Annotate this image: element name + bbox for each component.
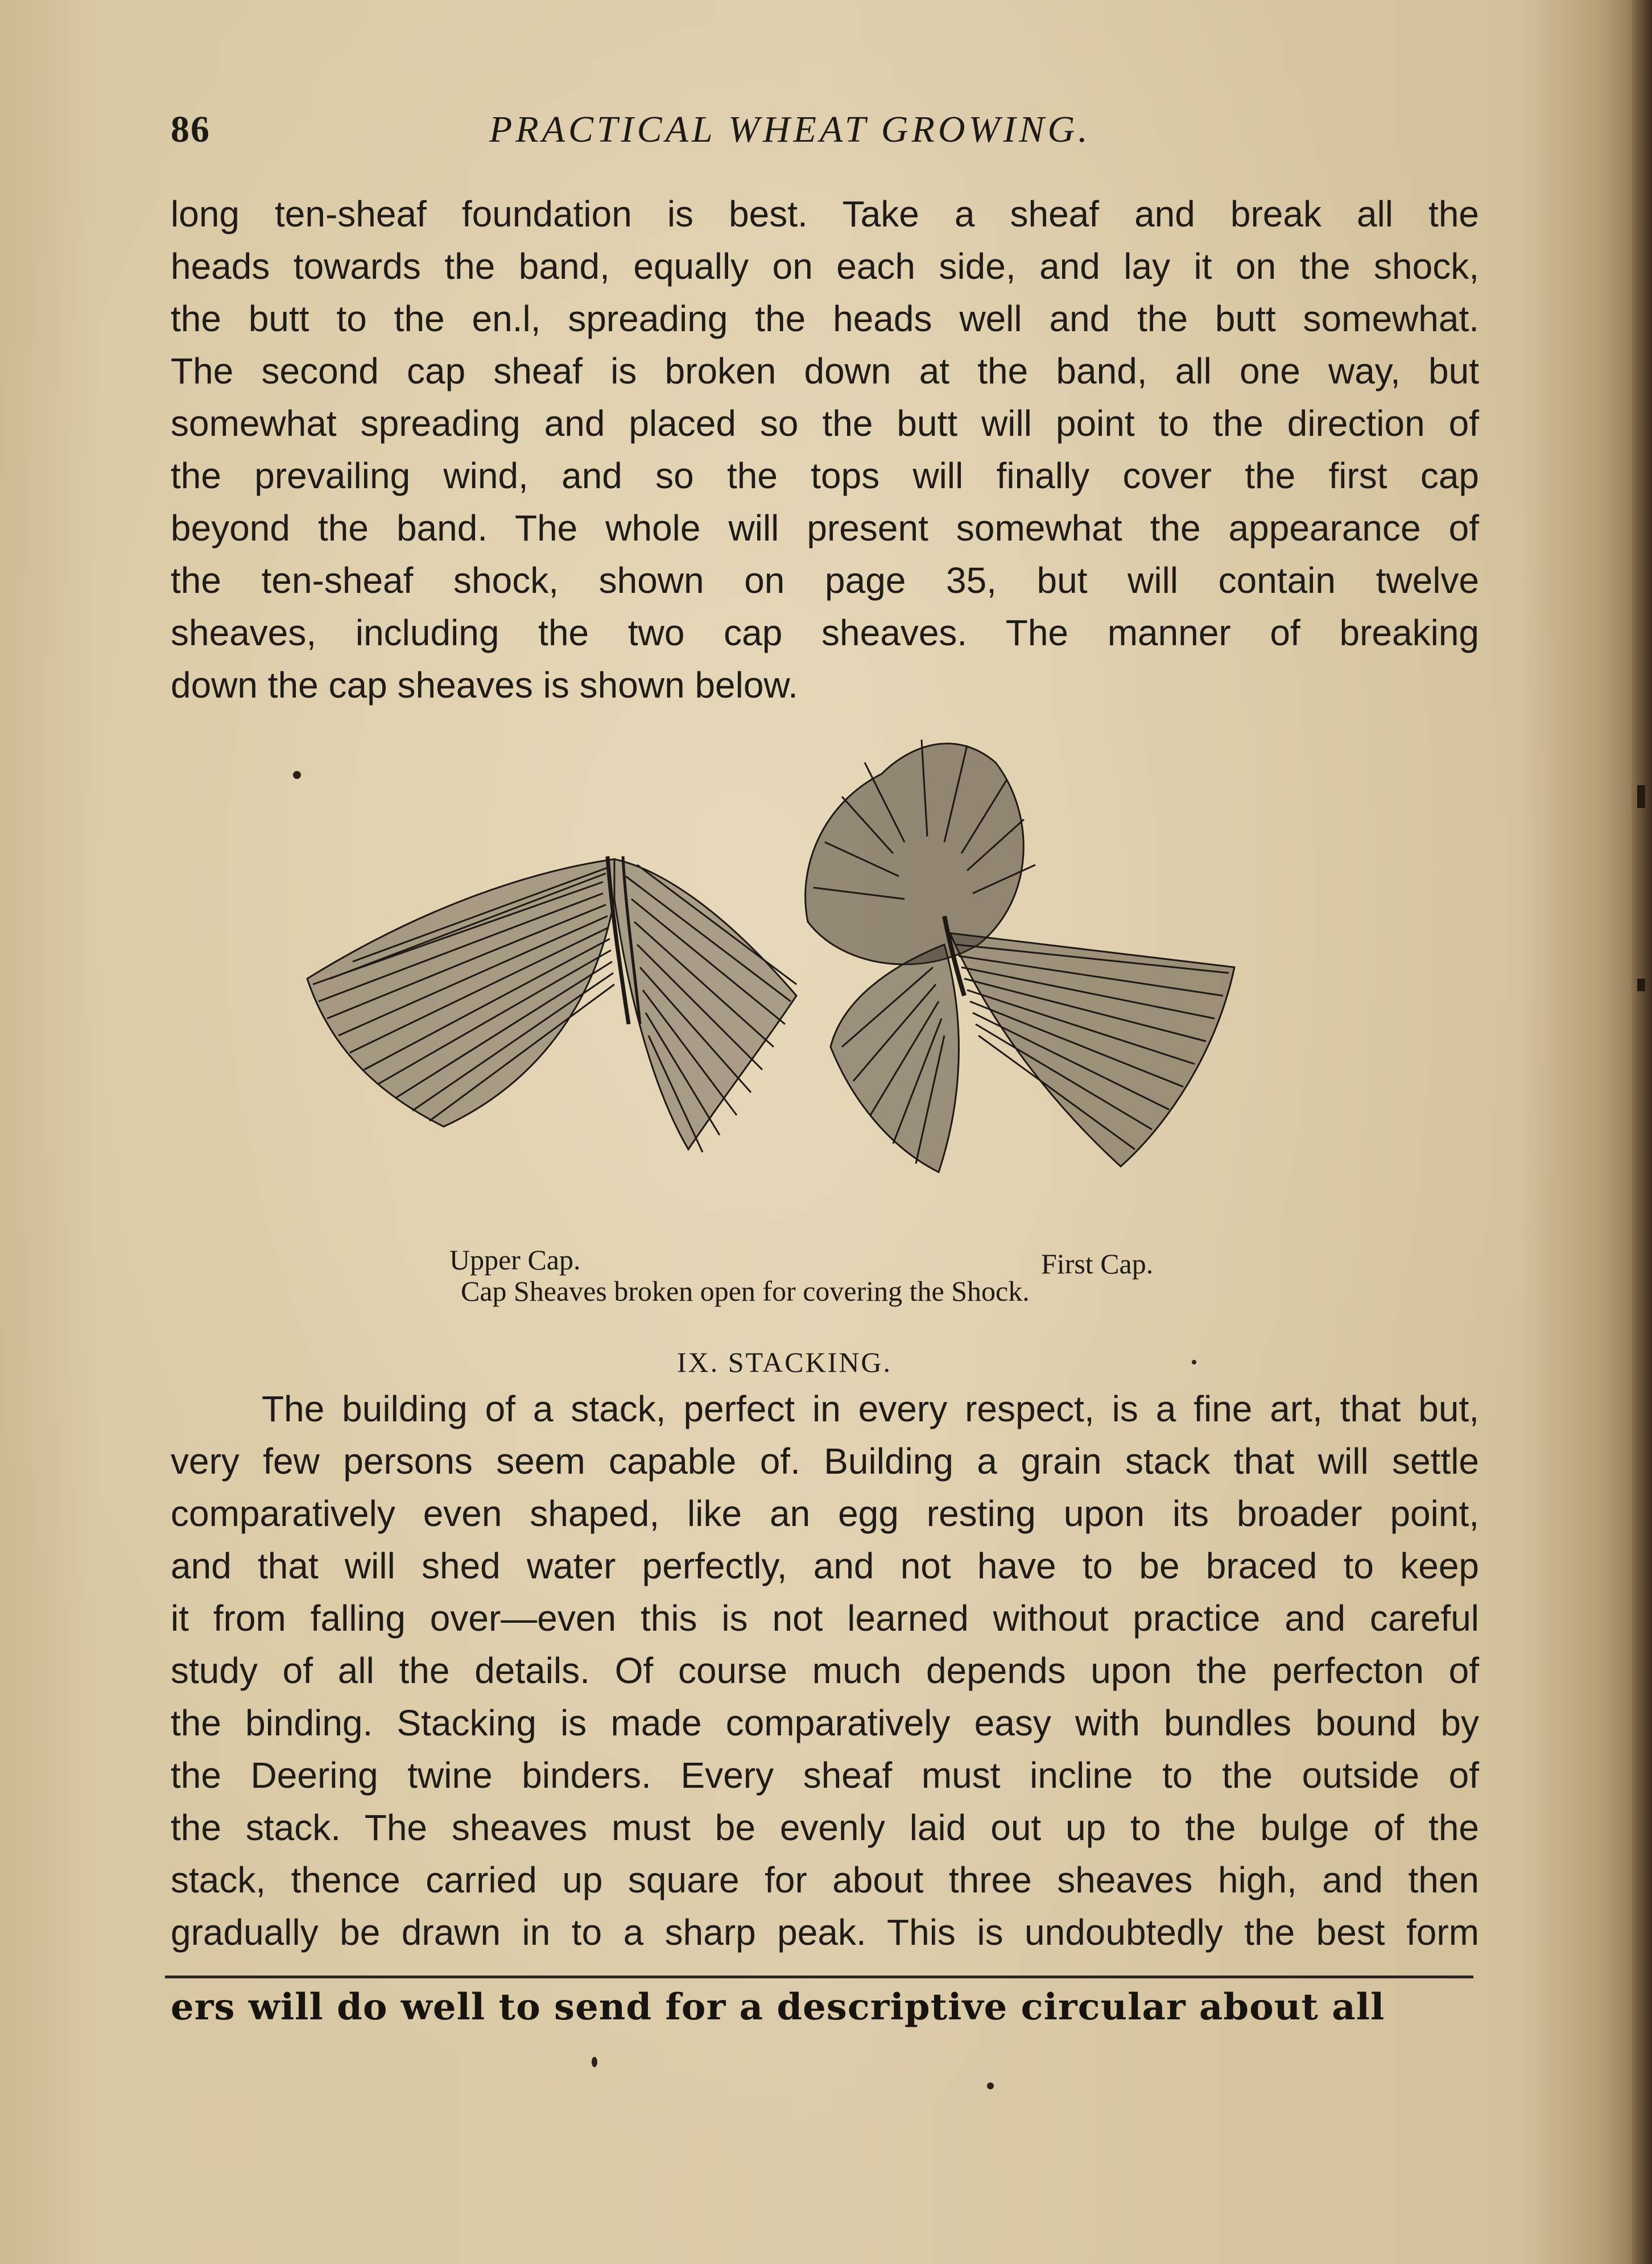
figure-caption: Cap Sheaves broken open for covering the Shock.	[461, 1275, 1030, 1307]
text-line: the stack. The sheaves must be evenly laid out up to the bulge of the	[171, 1807, 1479, 1848]
text-line: down the cap sheaves is shown below.	[171, 665, 798, 706]
text-line: long ten-sheaf foundation is best. Take a sheaf and break all the	[171, 193, 1479, 234]
footer-advertisement: ers will do well to send for a descriptive circular about all	[171, 1986, 1385, 2028]
page-header	[171, 108, 1479, 159]
ink-speck	[1192, 1360, 1196, 1364]
cap-sheaves-illustration	[296, 728, 1354, 1252]
page-number: 86	[171, 109, 210, 150]
text-line: sheaves, including the two cap sheaves. The manner of breaking	[171, 612, 1479, 653]
text-line: The building of a stack, perfect in every respect, is a fine art, that but,	[262, 1388, 1479, 1429]
text-line: the prevailing wind, and so the tops will finally cover the first cap	[171, 455, 1479, 496]
book-spine-edge	[1632, 0, 1652, 2264]
text-line: the Deering twine binders. Every sheaf must incline to the outside of	[171, 1755, 1479, 1796]
spine-mark	[1637, 979, 1645, 991]
ink-speck	[592, 2057, 597, 2067]
text-line: The second cap sheaf is broken down at the band, all one way, but	[171, 350, 1479, 391]
footer-divider-rule	[165, 1976, 1473, 1978]
text-line: it from falling over—even this is not learned without practice and careful	[171, 1598, 1479, 1639]
text-line: and that will shed water perfectly, and not have to be braced to keep	[171, 1545, 1479, 1586]
running-head: PRACTICAL WHEAT GROWING.	[489, 109, 1091, 150]
figure-label-upper-cap: Upper Cap.	[449, 1244, 581, 1276]
text-line: stack, thence carried up square for about three sheaves high, and then	[171, 1859, 1479, 1900]
section-heading: IX. STACKING.	[677, 1346, 893, 1378]
paragraph-cap-sheaves	[171, 188, 1479, 711]
text-line: heads towards the band, equally on each side, and lay it on the shock,	[171, 246, 1479, 287]
text-line: beyond the band. The whole will present somewhat the appearance of	[171, 508, 1479, 549]
text-line: somewhat spreading and placed so the butt will point to the direction of	[171, 403, 1479, 444]
upper-cap-sheaf-drawing	[307, 856, 796, 1152]
text-line: comparatively even shaped, like an egg resting upon its broader point,	[171, 1493, 1479, 1534]
text-line: study of all the details. Of course much depends upon the perfecton of	[171, 1650, 1479, 1691]
text-line: the butt to the en.l, spreading the heads well and the butt somewhat.	[171, 298, 1479, 339]
spine-mark	[1637, 785, 1645, 808]
text-line: the binding. Stacking is made comparatively easy with bundles bound by	[171, 1702, 1479, 1743]
ink-speck	[987, 2082, 994, 2089]
text-line: very few persons seem capable of. Building a grain stack that will settle	[171, 1441, 1479, 1482]
text-line: gradually be drawn in to a sharp peak. This is undoubtedly the best form	[171, 1912, 1479, 1953]
paragraph-stacking	[171, 1383, 1479, 1958]
ink-speck	[293, 771, 301, 779]
figure-label-first-cap: First Cap.	[1041, 1248, 1154, 1280]
text-line: the ten-sheaf shock, shown on page 35, but will contain twelve	[171, 560, 1479, 601]
first-cap-sheaf-drawing	[806, 740, 1234, 1172]
